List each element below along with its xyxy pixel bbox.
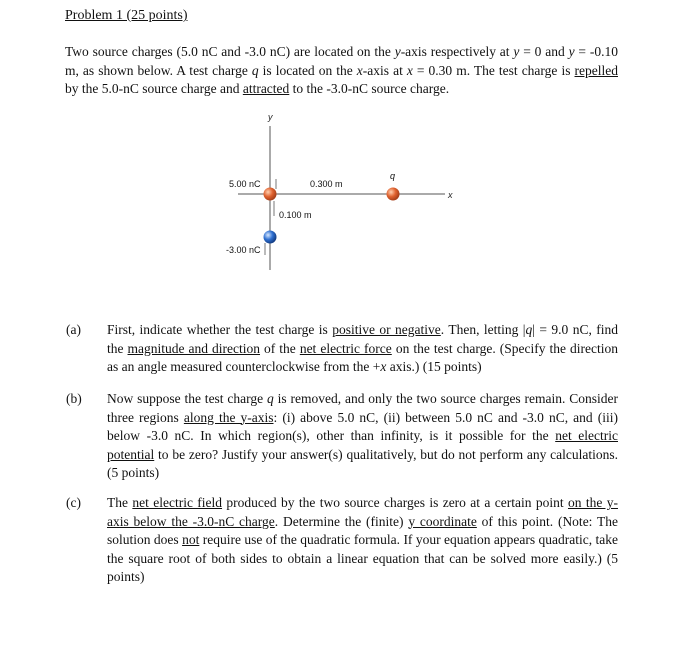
distance-y-label: 0.100 m [279,210,312,220]
part-c-label: (c) [66,495,81,510]
source2-label: -3.00 nC [226,245,261,255]
y-axis-label: y [268,112,273,122]
part-a-label: (a) [66,322,81,337]
source1-label: 5.00 nC [229,179,261,189]
problem-title: Problem 1 (25 points) [65,8,188,23]
q-label: q [390,171,396,181]
x-axis-label: x [448,190,453,200]
part-c-text: The net electric field produced by the two source charges is zero at a certain point on the y-axis below the -3.0-nC charge. Determine the (finite) y coordinate of this point. (Note: The solution does not require use of the quadratic formula. If your equation appears quadratic, take the square root of both sides to obtain a linear equation that can be solved more easily.) (5 points) [107,495,618,584]
distance-x-label: 0.300 m [310,179,343,189]
part-a-text: First, indicate whether the test charge is positive or negative. Then, letting |q| = 9.0 nC, find the magnitude and direction of the net electric force on the test charge. (Specify the direction as an angle measured counterclockwise from the +x axis.) (15 points) [107,322,618,374]
part-b [66,390,618,483]
source1-positive-charge [264,188,277,201]
problem-intro: Two source charges (5.0 nC and -3.0 nC) are located on the y-axis respectively at y = 0 and y = -0.10 m, as shown below. A test charge q is located on the x-axis at x = 0.30 m. The test charge is repelled by the 5.0-nC source charge and attracted to the -3.0-nC source charge. [65,44,618,96]
source2-negative-charge [264,231,277,244]
charge-diagram [218,112,468,272]
part-c [66,494,618,587]
part-b-label: (b) [66,391,82,406]
part-a [66,321,618,377]
test-charge-q [387,188,400,201]
part-b-text: Now suppose the test charge q is removed, and only the two source charges remain. Consider three regions along the y-axis: (i) above 5.0 nC, (ii) between 5.0 nC and -3.0 nC, and (iii) below -3.0 nC. In which region(s), other than infinity, is it possible for the net electric potential to be zero? Justify your answer(s) qualitatively, but do not perform any calculations. (5 points) [107,391,619,480]
